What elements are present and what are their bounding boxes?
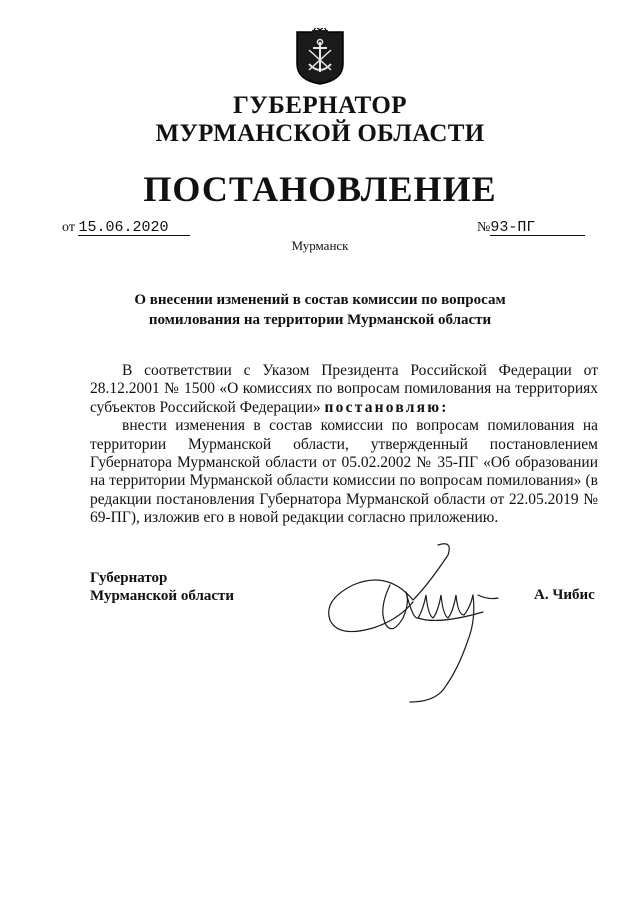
coat-of-arms-icon: [295, 28, 345, 86]
subject-heading: [95, 290, 545, 330]
number-field: [477, 220, 585, 236]
handwritten-signature-icon: [318, 540, 518, 705]
para1-text: В соответствии с Указом Президента Российской Федерации от 28.12.2001 № 1500 «О комиссиях по вопросам помилования на территориях субъектов Российской Федерации»: [90, 362, 598, 416]
city: Мурманск: [291, 238, 349, 253]
subject-line2: помилования на территории Мурманской области: [148, 312, 492, 328]
date-field: [62, 220, 190, 236]
signatory-name: А. Чибис: [534, 587, 595, 603]
body-paragraph-2: внести изменения в состав комиссии по вопросам помилования на территории Мурманской области, утвержденный постановлением Губернатора Мурманской области от 05.02.2002 № 35-ПГ «Об образовании на территории Мурманской области комиссии по вопросам помилования» (в редакции постановления Губернатора Мурманской области от 22.05.2019 № 69-ПГ), изложив его в новой редакции согласно приложению.: [90, 417, 598, 527]
document-type: ПОСТАНОВЛЕНИЕ: [143, 169, 497, 209]
authority-title-line2: МУРМАНСКОЙ ОБЛАСТИ: [155, 120, 485, 147]
body-paragraph-1: [90, 362, 598, 417]
position-line1: Губернатор: [90, 570, 168, 586]
subject-line1: О внесении изменений в состав комиссии по вопросам: [134, 292, 506, 308]
authority-title-line1: ГУБЕРНАТОР: [232, 92, 408, 119]
signatory-position: [90, 569, 234, 605]
document-body: [90, 362, 598, 528]
date-prefix: от: [62, 220, 75, 235]
date-value: 15.06.2020: [78, 220, 190, 236]
resolve-word: постановляю:: [324, 398, 449, 416]
number-prefix: №: [477, 220, 491, 235]
position-line2: Мурманской области: [90, 588, 235, 604]
number-value: 93-ПГ: [490, 220, 585, 236]
